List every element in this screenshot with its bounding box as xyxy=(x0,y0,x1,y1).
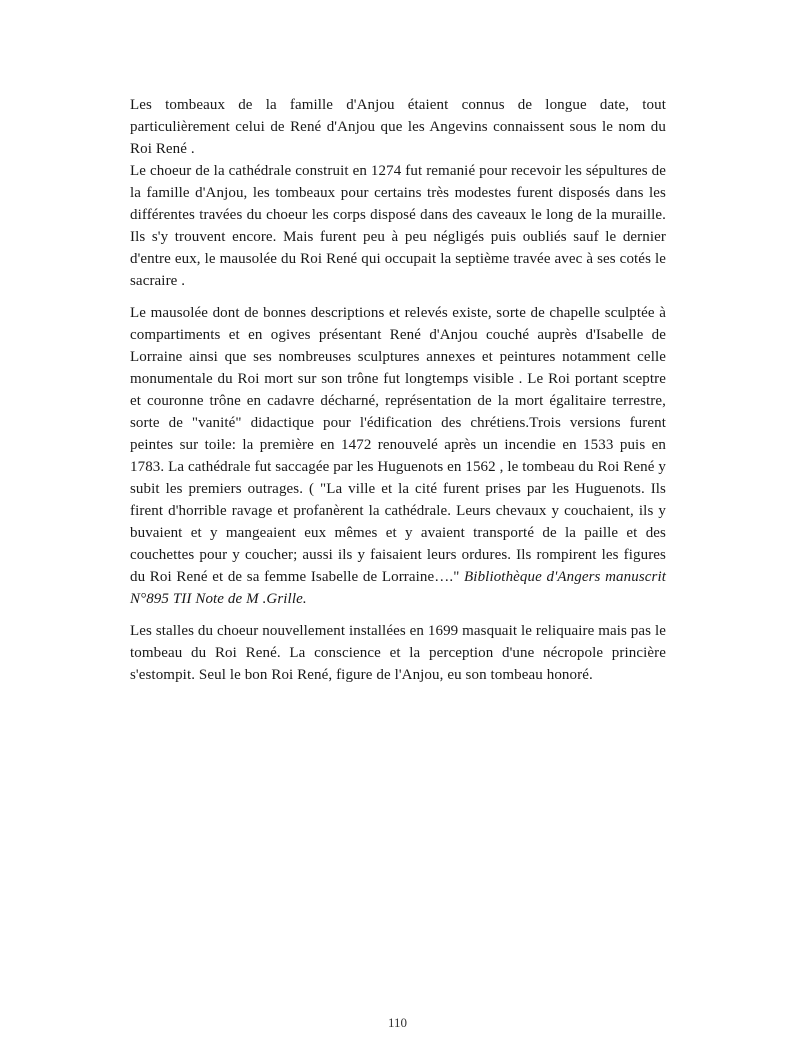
paragraph-1-text: Les tombeaux de la famille d'Anjou étaient connus de longue date, tout particulièrement celui de René d'Anjou que les Angevins connaissent sous le nom du Roi René . xyxy=(130,97,666,157)
paragraph-2-text: Le choeur de la cathédrale construit en 1274 fut remanié pour recevoir les sépultures de la famille d'Anjou, les tombeaux pour certains très modestes furent disposés dans les différentes travées du choeur les corps disposé dans des caveaux le long de la muraille. Ils s'y trouvent encore. Mais furent peu à peu négligés puis oubliés sauf le dernier d'entre eux, le mausolée du Roi René qui occupait la septième travée avec à ses cotés le sacraire . xyxy=(130,163,666,289)
page-number: 110 xyxy=(387,1015,408,1030)
paragraph-4 xyxy=(130,620,666,686)
paragraph-3-citation: Bibliothèque d'Angers manuscrit N°895 TII Note de M .Grille. xyxy=(130,569,667,607)
paragraph-1 xyxy=(130,94,666,160)
paragraph-3 xyxy=(130,302,666,610)
paragraph-2 xyxy=(130,160,666,292)
paragraph-4-text: Les stalles du choeur nouvellement installées en 1699 masquait le reliquaire mais pas le tombeau du Roi René. La conscience et la perception d'une nécropole princière s'estompit. Seul le bon Roi René, figure de l'Anjou, eu son tombeau honoré. xyxy=(130,623,666,683)
paragraph-3-text: Le mausolée dont de bonnes descriptions et relevés existe, sorte de chapelle sculptée à compartiments et en ogives présentant René d'Anjou couché auprès d'Isabelle de Lorraine ainsi que ses nombreuses sculptures annexes et peintures notamment celle monumentale du Roi mort sur son trône fut longtemps visible . Le Roi portant sceptre et couronne trône en cadavre décharné, représentation de la mort égalitaire terrestre, sorte de "vanité" didactique pour l'édification des chrétiens.Trois versions furent peintes sur toile: la première en 1472 renouvelé après un incendie en 1533 puis en 1783. La cathédrale fut saccagée par les Huguenots en 1562 , le tombeau du Roi René y subit les premiers outrages. ( "La ville et la cité furent prises par les Huguenots. Ils firent d'horrible ravage et profanèrent la cathédrale. Leurs chevaux y couchaient, ils y buvaient et y mangeaient eux mêmes et y avaient transporté de la paille et des couchettes pour y coucher; aussi ils y faisaient leurs ordures. Ils rompirent les figures du Roi René et de sa femme Isabelle de Lorraine…." xyxy=(130,305,666,585)
page-content xyxy=(130,94,666,686)
